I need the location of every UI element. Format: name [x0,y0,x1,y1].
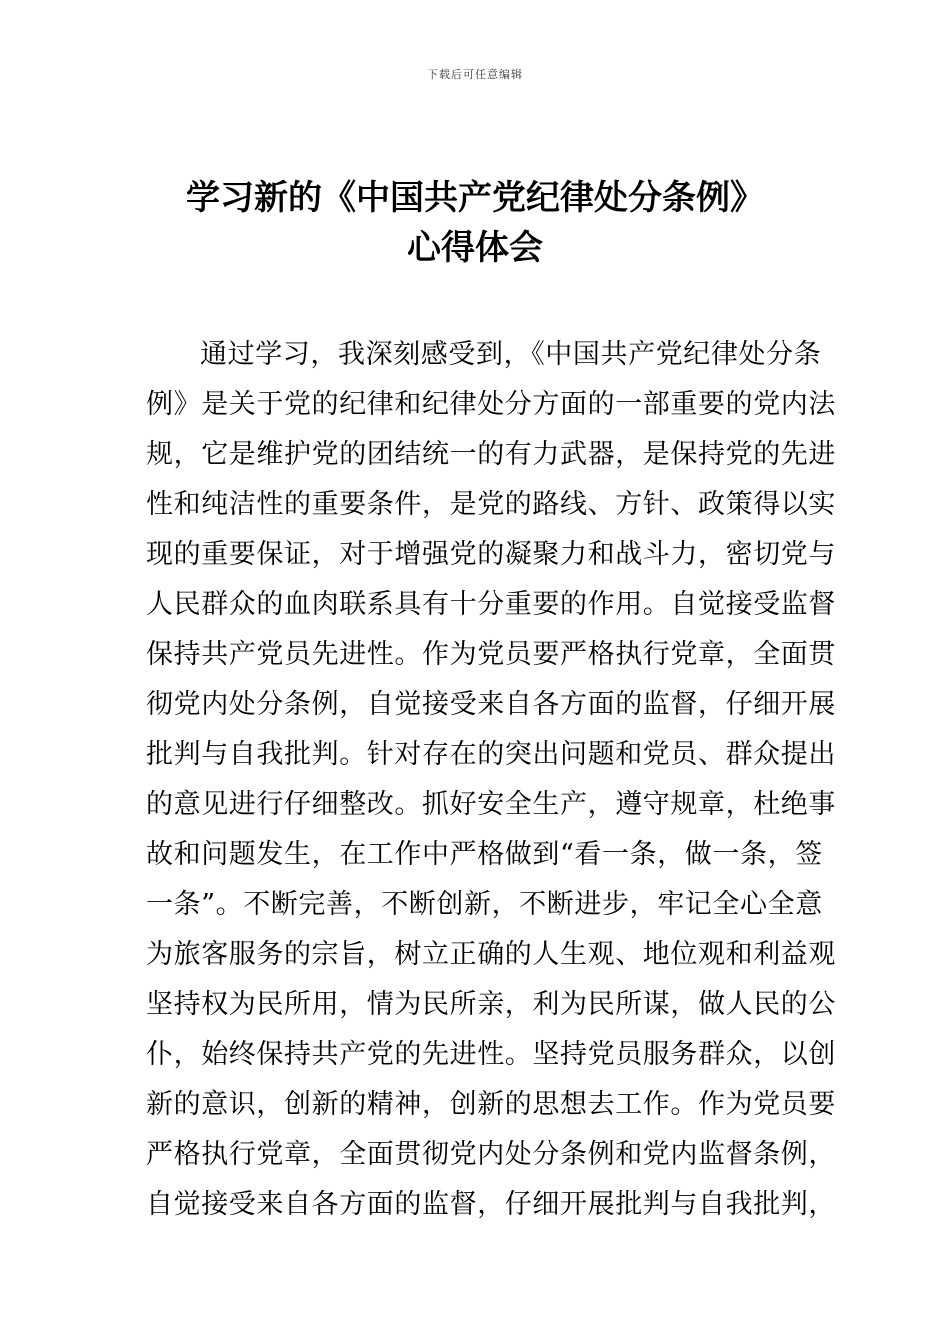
document-title-line-1: 学习新的《中国共产党纪律处分条例》 [186,178,764,218]
body-line: 的意见进行仔细整改。抓好安全生产，遵守规章，杜绝事 [146,789,836,820]
body-line: 彻党内处分条例，自觉接受来自各方面的监督，仔细开展 [146,689,836,720]
body-line: 自觉接受来自各方面的监督，仔细开展批判与自我批判， [146,1189,836,1220]
document-body [146,330,836,1230]
body-line: 坚持权为民所用，情为民所亲，利为民所谋，做人民的公 [146,989,836,1020]
body-line: 人民群众的血肉联系具有十分重要的作用。自觉接受监督 [146,589,836,620]
body-line: 故和问题发生，在工作中严格做到“看一条，做一条，签 [146,839,823,870]
body-line: 严格执行党章，全面贯彻党内处分条例和党内监督条例， [146,1139,836,1170]
header-note: 下载后可任意编辑 [427,68,523,81]
body-line: 通过学习，我深刻感受到，《中国共产党纪律处分条 [200,339,822,370]
body-line: 保持共产党员先进性。作为党员要严格执行党章，全面贯 [146,639,836,670]
body-line: 现的重要保证，对于增强党的凝聚力和战斗力，密切党与 [146,539,836,570]
document-title-line-2: 心得体会 [407,228,543,268]
body-line: 规，它是维护党的团结统一的有力武器，是保持党的先进 [146,439,836,470]
body-line: 仆，始终保持共产党的先进性。坚持党员服务群众，以创 [146,1039,836,1070]
body-line: 新的意识，创新的精神，创新的思想去工作。作为党员要 [146,1089,836,1120]
body-line: 为旅客服务的宗旨，树立正确的人生观、地位观和利益观 [146,939,836,970]
body-line: 例》是关于党的纪律和纪律处分方面的一部重要的党内法 [146,389,836,420]
body-line: 批判与自我批判。针对存在的突出问题和党员、群众提出 [146,739,836,770]
body-line: 一条”。不断完善，不断创新，不断进步，牢记全心全意 [146,889,823,920]
body-line: 性和纯洁性的重要条件，是党的路线、方针、政策得以实 [146,489,836,520]
